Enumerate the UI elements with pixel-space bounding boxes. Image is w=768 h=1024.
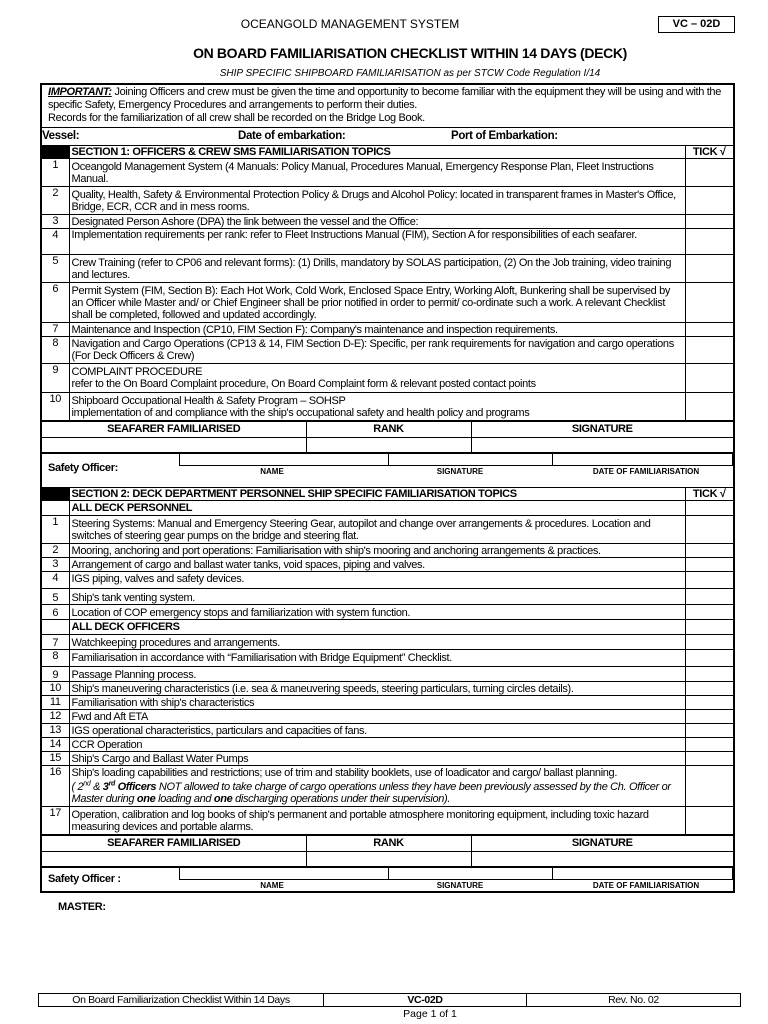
item-text: Designated Person Ashore (DPA) the link between the vessel and the Office: [69, 215, 685, 229]
item-text: Familiarisation in accordance with “Familiarisation with Bridge Equipment” Checklist. [69, 649, 685, 666]
signature-header: SIGNATURE [471, 422, 733, 437]
item-detail: implementation of and compliance with the ship's occupational safety and health policy and programs [71, 407, 530, 419]
seafarer-signature-block-2 [42, 835, 733, 867]
item-number: 9 [42, 364, 69, 393]
item-text: Passage Planning process. [69, 666, 685, 681]
tick-box[interactable] [685, 159, 733, 187]
tick-box[interactable] [685, 695, 733, 709]
checklist-form [40, 83, 735, 893]
section-1-table [42, 146, 733, 421]
tick-box[interactable] [685, 515, 733, 543]
item-text: Arrangement of cargo and ballast water tanks, void spaces, piping and valves. [69, 557, 685, 571]
item-number: 5 [42, 255, 69, 283]
tick-box[interactable] [685, 709, 733, 723]
footer-revision: Rev. No. 02 [608, 994, 659, 1006]
item-number: 5 [42, 588, 69, 604]
seafarer-signature-block-1 [42, 421, 733, 453]
checklist-row [42, 649, 733, 666]
checklist-row [42, 807, 733, 835]
item-text: Operation, calibration and log books of ship's permanent and portable atmosphere monitoring equipment, including toxic hazard measuring devices and portable alarms. [69, 807, 685, 835]
vessel-info-row [42, 127, 733, 145]
tick-box[interactable] [685, 557, 733, 571]
safety-officer-signature-field[interactable] [389, 868, 553, 880]
item-text: Ship's Cargo and Ballast Water Pumps [69, 751, 685, 765]
item-text: Ship's tank venting system. [69, 588, 685, 604]
group-heading-deck-officers: ALL DECK OFFICERS [69, 619, 685, 634]
item-text: Maintenance and Inspection (CP10, FIM Section F): Company's maintenance and inspection requirements. [69, 323, 685, 337]
item-text: Ship's maneuvering characteristics (i.e. sea & maneuvering speeds, steering particulars, turning circles details). [69, 681, 685, 695]
signature-caption: SIGNATURE [436, 466, 484, 476]
important-label: IMPORTANT: [48, 86, 112, 98]
tick-box[interactable] [685, 571, 733, 588]
safety-officer-label: Safety Officer : [48, 872, 121, 885]
tick-box[interactable] [685, 543, 733, 557]
item-text: IGS operational characteristics, particulars and capacities of fans. [69, 723, 685, 737]
tick-box[interactable] [685, 807, 733, 835]
tick-column-header: TICK √ [685, 488, 733, 501]
item-number: 4 [42, 229, 69, 255]
section-1 [42, 145, 733, 421]
seafarer-name-field[interactable] [42, 851, 306, 866]
item-text: Ship's loading capabilities and restrictions; use of trim and stability booklets, use of loadicator and cargo/ ballast planning. ( 2nd & 3rd Officers NOT allowed to take charge of cargo operations unless they have been previously assessed by the Ch. Officer or Master during one loading and one discharging operations under their supervision). [69, 765, 685, 807]
checklist-row [42, 604, 733, 619]
group-heading-deck-personnel: ALL DECK PERSONNEL [69, 500, 685, 515]
signature-field[interactable] [471, 437, 733, 452]
item-number: 7 [42, 634, 69, 649]
checklist-row [42, 323, 733, 337]
checklist-row [42, 215, 733, 229]
footer-document-code: VC-02D [324, 994, 527, 1006]
embarkation-port-label[interactable]: Port of Embarkation: [451, 130, 558, 142]
rank-field[interactable] [306, 437, 471, 452]
section-2-title: SECTION 2: DECK DEPARTMENT PERSONNEL SHIP SPECIFIC FAMILIARISATION TOPICS [69, 488, 685, 501]
seafarer-name-field[interactable] [42, 437, 306, 452]
tick-box[interactable] [685, 337, 733, 364]
seafarer-familiarised-header: SEAFARER FAMILIARISED [42, 422, 306, 437]
name-caption: NAME [260, 880, 284, 890]
checklist-row [42, 337, 733, 364]
tick-box[interactable] [685, 393, 733, 421]
checklist-row [42, 765, 733, 807]
section-2 [42, 487, 733, 836]
checklist-row [42, 681, 733, 695]
section-1-title: SECTION 1: OFFICERS & CREW SMS FAMILIARISATION TOPICS [69, 146, 685, 159]
signature-header: SIGNATURE [471, 836, 733, 851]
tick-box[interactable] [685, 737, 733, 751]
item-text: Familiarisation with ship's characteristics [69, 695, 685, 709]
item-number: 3 [42, 557, 69, 571]
tick-box[interactable] [685, 187, 733, 215]
item-text: Permit System (FIM, Section B): Each Hot Work, Cold Work, Enclosed Space Entry, Working Aloft, Bunkering shall be supervised by an Officer while Master and/ or Chief Engineer shall be prior notified in order to permit/ co-ordinate such a work. A relevant Checklist shall be completed, followed and updated accordingly. [69, 283, 685, 323]
tick-box[interactable] [685, 604, 733, 619]
safety-officer-row-2 [42, 867, 733, 891]
important-records-note: Records for the familiarization of all crew shall be recorded on the Bridge Log Book. [48, 112, 425, 124]
tick-box[interactable] [685, 681, 733, 695]
checklist-row [42, 393, 733, 421]
item-number: 8 [42, 649, 69, 666]
important-notice [42, 85, 733, 127]
important-text: Joining Officers and crew must be given the time and opportunity to become familiar with the equipment they will be using and with the specific Safety, Emergency Procedures and arrangements to perform their duties. [48, 86, 721, 111]
item-number: 14 [42, 737, 69, 751]
date-caption: DATE OF FAMILIARISATION [592, 466, 700, 476]
document-code: VC – 02D [658, 16, 735, 33]
item-text: Location of COP emergency stops and familiarization with system function. [69, 604, 685, 619]
item-number: 8 [42, 337, 69, 364]
item-number: 6 [42, 604, 69, 619]
vessel-label: Vessel: [42, 130, 80, 142]
tick-box[interactable] [685, 723, 733, 737]
tick-box[interactable] [685, 255, 733, 283]
item-number: 1 [42, 159, 69, 187]
item-number: 13 [42, 723, 69, 737]
checklist-row [42, 571, 733, 588]
item-number: 2 [42, 543, 69, 557]
checklist-row [42, 634, 733, 649]
item-number: 4 [42, 571, 69, 588]
item-number: 1 [42, 515, 69, 543]
date-caption: DATE OF FAMILIARISATION [592, 880, 700, 890]
item-text: Implementation requirements per rank: refer to Fleet Instructions Manual (FIM), Section A for responsibilities of each seafarer. [69, 229, 685, 255]
management-system-header: OCEANGOLD MANAGEMENT SYSTEM [240, 17, 460, 31]
section-2-header-row [42, 488, 733, 501]
item-text: Oceangold Management System (4 Manuals: Policy Manual, Procedures Manual, Emergency Response Plan, Fleet Instructions Manual. [69, 159, 685, 187]
checklist-row [42, 283, 733, 323]
embarkation-date-label[interactable]: Date of embarkation: [238, 130, 346, 142]
item-detail: refer to the On Board Complaint procedure, On Board Complaint form & relevant posted contact points [71, 378, 536, 390]
item-number: 10 [42, 393, 69, 421]
section-1-header-row [42, 146, 733, 159]
checklist-row [42, 737, 733, 751]
item-text: Quality, Health, Safety & Environmental Protection Policy & Drugs and Alcohol Policy: located in transparent frames in Master's Office, Bridge, ECR, CCR and in mess rooms. [69, 187, 685, 215]
tick-box[interactable] [685, 229, 733, 255]
tick-box[interactable] [685, 634, 733, 649]
checklist-row [42, 187, 733, 215]
safety-officer-name-field[interactable] [179, 454, 389, 466]
item-text [69, 364, 685, 393]
tick-box[interactable] [685, 283, 733, 323]
item-text: Watchkeeping procedures and arrangements. [69, 634, 685, 649]
section-2-table [42, 488, 733, 836]
item-number: 6 [42, 283, 69, 323]
checklist-row [42, 543, 733, 557]
rank-header: RANK [306, 836, 471, 851]
footer [38, 993, 741, 1007]
seafarer-familiarised-header: SEAFARER FAMILIARISED [42, 836, 306, 851]
item-number: 10 [42, 681, 69, 695]
item-text [69, 393, 685, 421]
checklist-row [42, 709, 733, 723]
item-number: 12 [42, 709, 69, 723]
checklist-row [42, 751, 733, 765]
item-number: 16 [42, 765, 69, 807]
tick-box[interactable] [685, 649, 733, 666]
tick-box[interactable] [685, 765, 733, 807]
safety-officer-row-1 [42, 453, 733, 487]
item-heading: Shipboard Occupational Health & Safety Program – SOHSP [71, 395, 346, 407]
item-number: 7 [42, 323, 69, 337]
rank-header: RANK [306, 422, 471, 437]
checklist-row [42, 364, 733, 393]
tick-box[interactable] [685, 666, 733, 681]
item-text: Navigation and Cargo Operations (CP13 & 14, FIM Section D-E): Specific, per rank requirements for navigation and cargo operations (For Deck Officers & Crew) [69, 337, 685, 364]
footer-document-name: On Board Familiarization Checklist Within 14 Days [39, 994, 324, 1006]
tick-box[interactable] [685, 751, 733, 765]
checklist-row [42, 666, 733, 681]
item-number: 9 [42, 666, 69, 681]
document-title: ON BOARD FAMILIARISATION CHECKLIST WITHIN 14 DAYS (DECK) [193, 45, 627, 61]
item-number: 11 [42, 695, 69, 709]
checklist-row [42, 695, 733, 709]
name-caption: NAME [260, 466, 284, 476]
safety-officer-signature-field[interactable] [389, 454, 553, 466]
item-text: CCR Operation [69, 737, 685, 751]
checklist-row [42, 515, 733, 543]
item-heading: COMPLAINT PROCEDURE [71, 366, 203, 378]
item-text: Steering Systems: Manual and Emergency Steering Gear, autopilot and change over arrangements & procedures. Location and switches of steering gear pumps on the bridge and steering flat. [69, 515, 685, 543]
tick-box[interactable] [685, 215, 733, 229]
checklist-row [42, 723, 733, 737]
item-text: Fwd and Aft ETA [69, 709, 685, 723]
item-text: IGS piping, valves and safety devices. [69, 571, 685, 588]
signature-field[interactable] [471, 851, 733, 866]
safety-officer-label: Safety Officer: [48, 461, 118, 474]
item-number: 3 [42, 215, 69, 229]
checklist-row [42, 255, 733, 283]
checklist-row [42, 229, 733, 255]
item-number: 2 [42, 187, 69, 215]
master-signature-label: MASTER: [58, 901, 106, 913]
tick-box[interactable] [685, 364, 733, 393]
safety-officer-name-field[interactable] [179, 868, 389, 880]
tick-box[interactable] [685, 588, 733, 604]
item-number: 17 [42, 807, 69, 835]
item-text: Mooring, anchoring and port operations: Familiarisation with ship's mooring and anchoring arrangements & practices. [69, 543, 685, 557]
tick-column-header: TICK √ [685, 146, 733, 159]
rank-field[interactable] [306, 851, 471, 866]
signature-caption: SIGNATURE [436, 880, 484, 890]
familiarisation-date-field[interactable] [553, 454, 733, 466]
checklist-row [42, 588, 733, 604]
item-number: 15 [42, 751, 69, 765]
familiarisation-date-field[interactable] [553, 868, 733, 880]
page-number: Page 1 of 1 [403, 1008, 457, 1020]
checklist-row [42, 557, 733, 571]
tick-box[interactable] [685, 323, 733, 337]
checklist-row [42, 159, 733, 187]
item-text: Crew Training (refer to CP06 and relevant forms): (1) Drills, mandatory by SOLAS participation, (2) On the Job training, video training and lectures. [69, 255, 685, 283]
document-subtitle: SHIP SPECIFIC SHIPBOARD FAMILIARISATION as per STCW Code Regulation I/14 [219, 68, 601, 79]
